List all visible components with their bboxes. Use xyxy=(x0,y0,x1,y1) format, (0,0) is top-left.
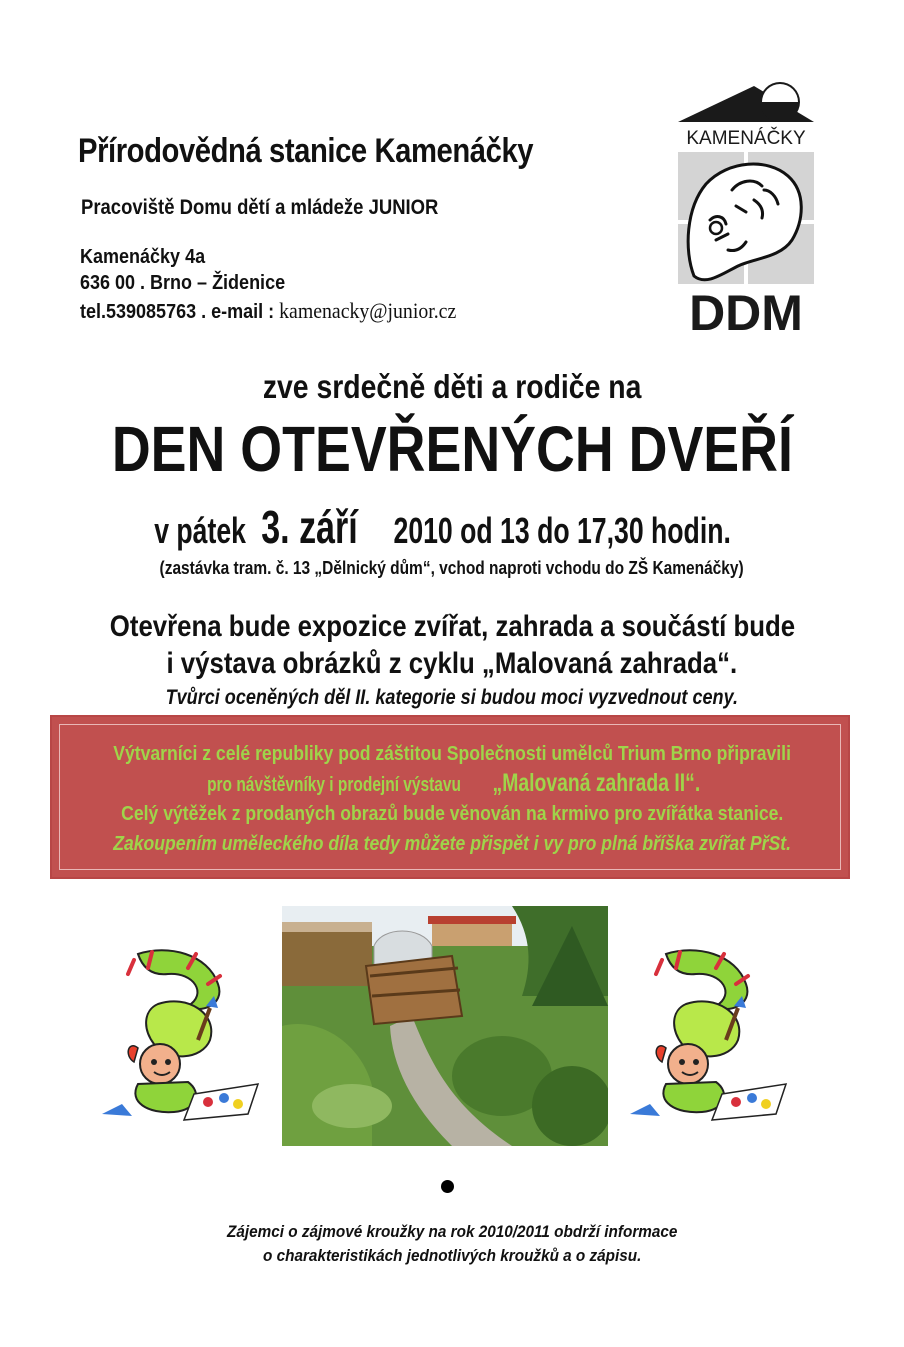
exhibition-text-1: Otevřena bude expozice zvířat, zahrada a součástí bude xyxy=(109,610,795,643)
sale-exhibition-title: „Malovaná zahrada II“. xyxy=(492,769,701,797)
tram-stop-text: (zastávka tram. č. 13 „Dělnický dům“, vchod naproti vchodu do ZŠ Kamenáčky) xyxy=(159,558,745,578)
ddm-kamenacky-logo xyxy=(676,80,816,336)
footer-text-1: Zájemci o zájmové kroužky na rok 2010/2011 obdrží informace xyxy=(226,1222,678,1241)
contact-line xyxy=(80,298,456,324)
invitation-text: zve srdečně děti a rodiče na xyxy=(262,368,642,405)
exhibition-line-2 xyxy=(0,647,904,681)
garden-photo xyxy=(282,906,608,1146)
footer-text-2: o charakteristikách jednotlivých kroužků a o zápisu. xyxy=(262,1246,642,1265)
headline-text: DEN OTEVŘENÝCH DVEŘÍ xyxy=(111,413,793,485)
charity-sale-box xyxy=(50,715,850,879)
bullet-dot xyxy=(441,1180,454,1193)
address-city: 636 00 . Brno – Židenice xyxy=(80,272,286,294)
footer-line-1 xyxy=(0,1222,904,1242)
sale-line-2 xyxy=(52,769,852,798)
address-street: Kamenáčky 4a xyxy=(80,246,206,268)
phone-label: tel.539085763 . e-mail : xyxy=(80,301,280,323)
sale-line-1 xyxy=(52,743,852,766)
awards-note xyxy=(0,686,904,710)
sale-text-2: pro návštěvníky i prodejní výstavu xyxy=(207,774,461,796)
sale-line-3 xyxy=(52,803,852,826)
date-prefix: v pátek xyxy=(153,510,246,551)
painter-gnome-illustration-right xyxy=(626,944,792,1126)
logo-ddm-text: DDM xyxy=(689,285,803,336)
sale-text-1: Výtvarníci z celé republiky pod záštitou Společnosti umělců Trium Brno připravili xyxy=(113,743,791,765)
invitation-line xyxy=(0,368,904,406)
date-line xyxy=(0,500,904,554)
date-day: 3. září xyxy=(260,501,358,553)
sale-line-4 xyxy=(52,833,852,856)
sale-text-4: Zakoupením uměleckého díla tedy můžete přispět i vy pro plná bříška zvířat PřSt. xyxy=(113,833,791,855)
awards-text: Tvůrci oceněných děl II. kategorie si budou moci vyzvednout ceny. xyxy=(165,686,739,709)
org-name: Přírodovědná stanice Kamenáčky xyxy=(78,132,534,170)
logo-top-text: KAMENÁČKY xyxy=(686,128,806,149)
email-link[interactable]: kamenacky@junior.cz xyxy=(279,298,457,323)
footer-line-2 xyxy=(0,1246,904,1266)
org-subtitle: Pracoviště Domu dětí a mládeže JUNIOR xyxy=(81,196,439,219)
exhibition-text-2: i výstava obrázků z cyklu „Malovaná zahrada“. xyxy=(166,647,738,680)
painter-gnome-illustration-left xyxy=(98,944,264,1126)
date-time: 2010 od 13 do 17,30 hodin. xyxy=(392,510,731,551)
event-headline xyxy=(0,412,904,486)
sale-text-3: Celý výtěžek z prodaných obrazů bude věnován na krmivo pro zvířátka stanice. xyxy=(120,803,784,825)
exhibition-line-1 xyxy=(0,610,904,644)
tram-stop-note xyxy=(0,558,904,579)
